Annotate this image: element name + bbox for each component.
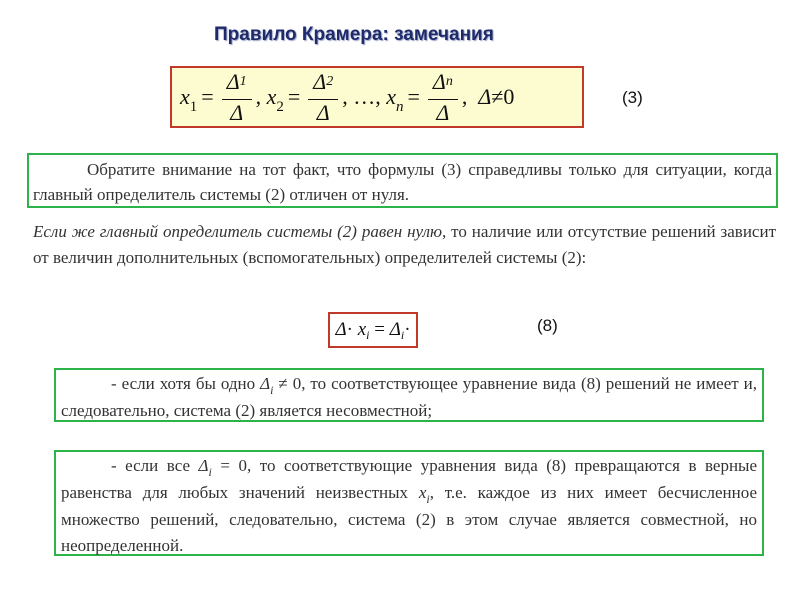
note-1-text: Обратите внимание на тот факт, что формулы (3) справедливы только для ситуации, когда главный определитель системы (2) отличен от нуля.: [33, 160, 772, 204]
fraction-1: $\frac{\Delta 1}{\Delta}$: [222, 69, 252, 126]
paragraph-zero-determinant: [33, 219, 776, 271]
case-2-text: - если все $\Delta_i = 0$, то соответствующие уравнения вида (8) превращаются в верные равенства для любых значений неизвестных $x_i$, т.е. каждое из них имеет бесчисленное множество решений, следовательно, система (2) в этом случае является совместной, но неопределенной.: [61, 456, 758, 555]
formula-8-label: (8): [537, 316, 558, 335]
x2-var: $x_2$: [266, 84, 284, 115]
comma: ,: [342, 84, 348, 109]
ellipsis: …,: [353, 84, 381, 109]
not-equal-sign: ≠: [491, 84, 504, 109]
case-1-box: [54, 368, 764, 422]
equals-sign: =: [287, 84, 301, 109]
comma: ,: [461, 84, 468, 109]
zero: 0: [503, 84, 515, 109]
formula-3-label: (3): [622, 88, 643, 107]
case-2-box: [54, 450, 764, 556]
x1-var: $x_1$: [180, 84, 198, 115]
equals-sign: =: [201, 84, 214, 109]
cramer-formula-box: [170, 66, 584, 128]
page-title: Правило Крамера: замечания: [214, 24, 494, 45]
case-1-text: - если хотя бы одно $\Delta_i \ne 0$, то соответствующее уравнение вида (8) решений не имеет и, следовательно, система (2) является несовместной;: [61, 374, 757, 420]
para2-italic: Если же главный определитель системы (2) равен нулю,: [33, 222, 447, 241]
para2-rest: то наличие или отсутствие решений зависит от величин дополнительных (вспомогательных) определителей системы (2):: [33, 222, 776, 267]
fraction-2: $\frac{\Delta 2}{\Delta}$: [308, 69, 338, 126]
note-box-1: [27, 153, 778, 208]
fraction-n: $\frac{\Delta n}{\Delta}$: [428, 69, 458, 126]
xn-var: $x_n$: [386, 84, 404, 115]
delta-symbol: Δ: [478, 84, 492, 109]
comma: ,: [255, 84, 262, 109]
formula-8-box: Δ · x i = Δ i ·: [328, 312, 418, 348]
equals-sign: =: [407, 84, 420, 109]
